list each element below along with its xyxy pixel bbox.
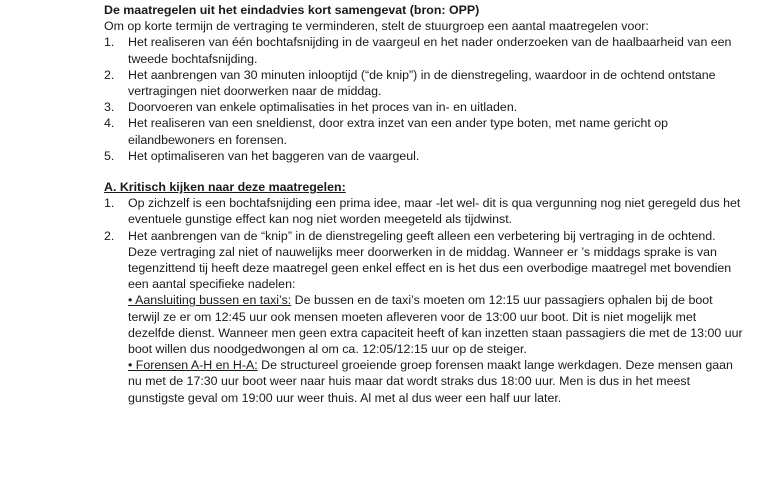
list-number: 2. xyxy=(104,228,115,243)
list-item xyxy=(104,148,744,164)
list-item xyxy=(104,34,744,66)
list-number: 1. xyxy=(104,196,115,211)
list-item-text: Het realiseren van één bochtafsnijding in de vaargeul en het nader onderzoeken van de haalbaarheid van een tweede bochtafsnijding. xyxy=(128,35,732,66)
list-item-text: Het aanbrengen van de “knip” in de dienstregeling geeft alleen een verbetering bij vertraging in de ochtend. Deze vertraging zal niet of nauwelijks meer doorwerken in de middag. Wanneer er ’s middags sprake is van tegenzittend tij heeft deze maatregel geen enkel effect en is het dus een overbodige maatregel met bovendien een aantal specifieke nadelen: xyxy=(128,228,732,292)
sub-point-label: • Aansluiting bussen en taxi’s: xyxy=(128,293,292,308)
list-item-text: Het aanbrengen van 30 minuten inlooptijd (“de knip”) in de dienstregeling, waardoor in de ochtend ontstane vertragingen niet doorwerken naar de middag. xyxy=(128,67,716,99)
list-item xyxy=(104,195,744,227)
list-item xyxy=(104,67,744,99)
sub-point-label: • Forensen A-H en H-A: xyxy=(128,358,258,373)
list-number: 3. xyxy=(104,100,115,115)
sub-point-text: De structureel groeiende groep forensen maakt lange werkdagen. Deze mensen gaan nu met de 17:30 uur boot weer naar huis maar dat wordt straks dus 18:00 uur. Men is dus in het meest gunstigste geval om 19:00 uur weer thuis. Al met al dus weer een half uur later. xyxy=(128,358,733,405)
section-a-list xyxy=(104,195,744,406)
list-item-text: Het realiseren van een sneldienst, door extra inzet van een ander type boten, met name gericht op eilandbewoners en forensen. xyxy=(128,116,669,147)
list-number: 5. xyxy=(104,148,115,163)
list-item-text: Op zichzelf is een bochtafsnijding een prima idee, maar -let wel- dit is qua vergunning nog niet geregeld dus het eventuele gunstige effect kan nog niet worden meegeteld als tijdwinst. xyxy=(128,196,741,227)
list-number: 1. xyxy=(104,35,115,50)
list-item-text: Doorvoeren van enkele optimalisaties in het proces van in- en uitladen. xyxy=(128,100,518,115)
measures-list xyxy=(104,34,744,164)
document-body xyxy=(104,2,744,406)
document-title: De maatregelen uit het eindadvies kort samengevat (bron: OPP) xyxy=(104,3,480,17)
list-item xyxy=(104,115,744,147)
section-spacer xyxy=(104,164,744,179)
sub-point-commuters xyxy=(128,357,744,406)
list-item-text: Het optimaliseren van het baggeren van de vaargeul. xyxy=(128,148,420,163)
list-number: 2. xyxy=(104,67,115,82)
sub-point-bus-taxi xyxy=(128,292,744,357)
list-number: 4. xyxy=(104,116,115,131)
intro-paragraph: Om op korte termijn de vertraging te verminderen, stelt de stuurgroep een aantal maatregelen voor: xyxy=(104,19,649,34)
sub-point-text: De bussen en de taxi’s moeten om 12:15 uur passagiers ophalen bij de boot terwijl ze er om 12:45 uur ook mensen moeten afleveren voor de 13:00 uur boot. Dit is niet mogelijk met dezelfde dienst. Wanneer men geen extra capaciteit heeft of kan inzetten staan passagiers die met de 13:00 uur boot willen dus noodgedwongen al om ca. 12:05/12:15 uur op de steiger. xyxy=(128,293,743,357)
list-item xyxy=(104,228,744,406)
section-a-heading: A. Kritisch kijken naar deze maatregelen: xyxy=(104,180,346,195)
list-item xyxy=(104,99,744,115)
